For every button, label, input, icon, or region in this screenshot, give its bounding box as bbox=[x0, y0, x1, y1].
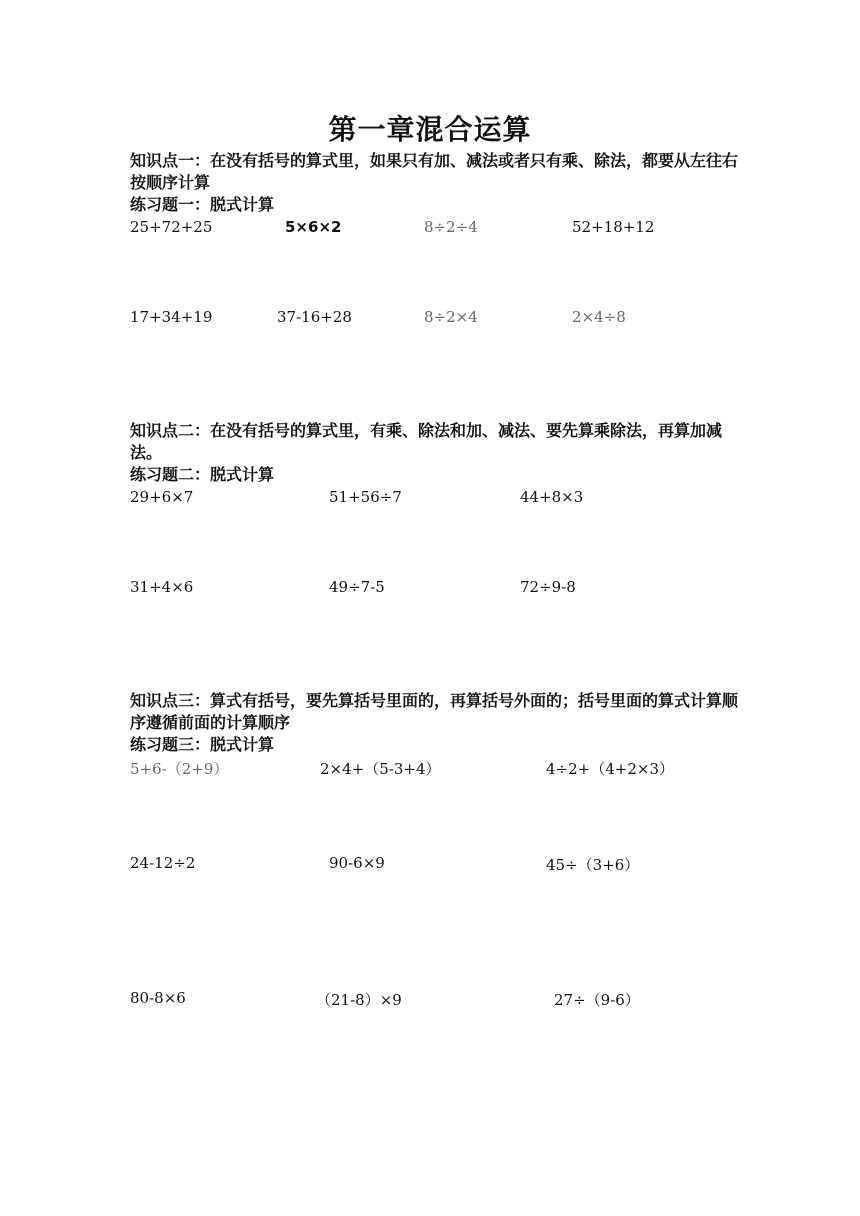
expression: 27÷（9-6） bbox=[554, 991, 640, 1009]
expression: 5×6×2 bbox=[285, 218, 342, 236]
expression: 29+6×7 bbox=[130, 488, 194, 506]
expression: 45÷（3+6） bbox=[546, 856, 640, 874]
expression: 72÷9-8 bbox=[520, 578, 576, 596]
expression: 25+72+25 bbox=[130, 218, 213, 236]
knowledge-point-3: 知识点三：算式有括号，要先算括号里面的，再算括号外面的；括号里面的算式计算顺序遵循前面的计算顺序 bbox=[130, 691, 739, 732]
expression: 44+8×3 bbox=[520, 488, 584, 506]
expression: 80-8×6 bbox=[130, 989, 186, 1007]
expression: 37-16+28 bbox=[277, 308, 352, 326]
exercise-row bbox=[130, 758, 770, 780]
expression: 2×4÷8 bbox=[572, 308, 626, 326]
knowledge-point-1: 知识点一：在没有括号的算式里，如果只有加、减法或者只有乘、除法，都要从左往右按顺序计算 bbox=[130, 151, 739, 192]
section-2 bbox=[130, 420, 740, 596]
section-1 bbox=[130, 150, 740, 326]
expression: 8÷2÷4 bbox=[424, 218, 478, 236]
exercise-row bbox=[130, 308, 770, 330]
exercise-heading-1: 练习题一：脱式计算 bbox=[130, 195, 275, 214]
section-3 bbox=[130, 690, 740, 1009]
exercise-heading-2: 练习题二：脱式计算 bbox=[130, 465, 275, 484]
expression: 24-12÷2 bbox=[130, 854, 196, 872]
expression: 49÷7-5 bbox=[329, 578, 385, 596]
expression: （21-8）×9 bbox=[316, 991, 402, 1009]
expression: 5+6-（2+9） bbox=[130, 760, 229, 778]
exercise-row bbox=[130, 989, 770, 1011]
exercise-row bbox=[130, 218, 770, 240]
expression: 51+56÷7 bbox=[329, 488, 402, 506]
expression: 8÷2×4 bbox=[424, 308, 478, 326]
exercise-row bbox=[130, 578, 770, 600]
expression: 52+18+12 bbox=[572, 218, 655, 236]
page-title: 第一章混合运算 bbox=[328, 113, 532, 146]
expression: 90-6×9 bbox=[329, 854, 385, 872]
expression: 2×4+（5-3+4） bbox=[320, 760, 441, 778]
expression: 17+34+19 bbox=[130, 308, 213, 326]
exercise-row bbox=[130, 488, 770, 510]
knowledge-point-2: 知识点二：在没有括号的算式里，有乘、除法和加、减法、要先算乘除法，再算加减法。 bbox=[130, 421, 723, 462]
exercise-heading-3: 练习题三：脱式计算 bbox=[130, 735, 275, 754]
expression: 4÷2+（4+2×3） bbox=[546, 760, 674, 778]
expression: 31+4×6 bbox=[130, 578, 194, 596]
exercise-row bbox=[130, 854, 770, 876]
